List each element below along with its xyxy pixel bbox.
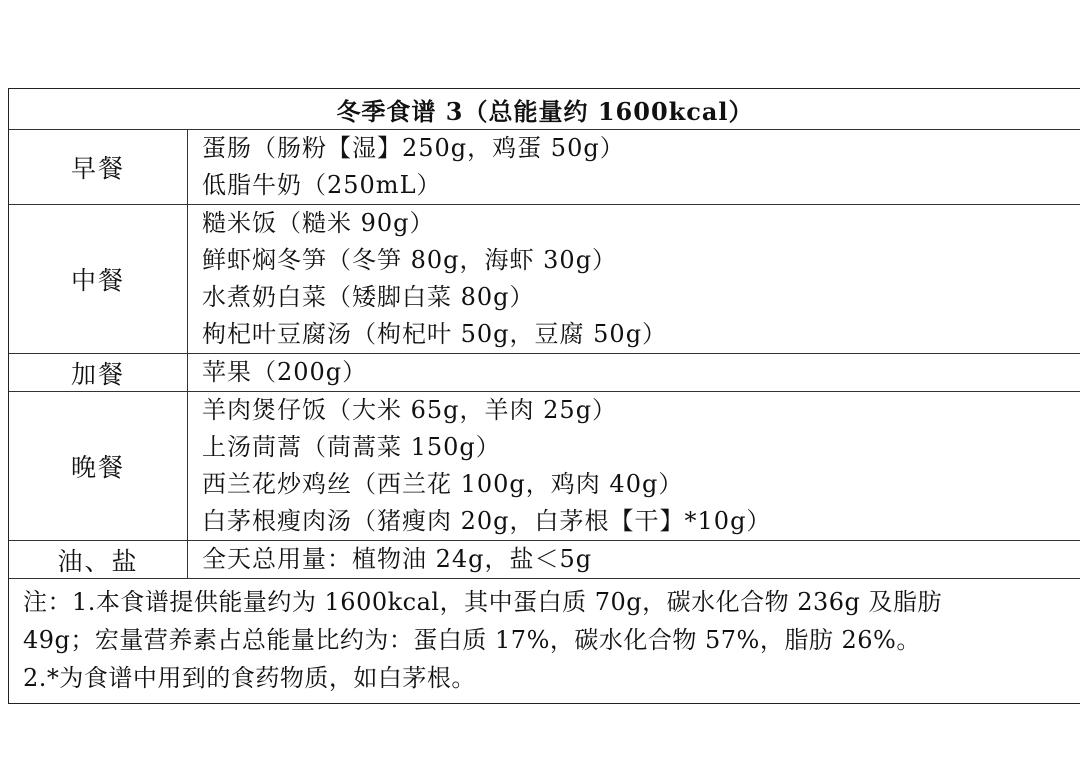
note-line: 注：1.本食谱提供能量约为 1600kcal，其中蛋白质 70g，碳水化合物 236g 及脂肪 [23,588,943,616]
dish-list [188,392,1080,540]
dish-item: 鲜虾焖冬笋（冬笋 80g，海虾 30g） [202,246,618,274]
meal-name: 中餐 [9,205,188,353]
note-line: 2.*为食谱中用到的食药物质，如白茅根。 [23,664,476,692]
dish-item: 上汤茼蒿（茼蒿菜 150g） [202,433,501,461]
meal-row-dinner [9,391,1080,540]
dish-list [188,205,1080,353]
dish-item: 蛋肠（肠粉【湿】250g，鸡蛋 50g） [202,134,625,162]
dish-item: 糙米饭（糙米 90g） [202,209,435,237]
dish-item: 苹果（200g） [202,358,368,386]
table-title: 冬季食谱 3（总能量约 1600kcal） [9,89,1080,130]
meal-row-breakfast [9,130,1080,204]
dish-item: 水煮奶白菜（矮脚白菜 80g） [202,283,535,311]
dish-list [188,130,1080,204]
meal-row-oil-salt [9,540,1080,578]
dish-item: 低脂牛奶（250mL） [202,171,442,199]
dish-item: 羊肉煲仔饭（大米 65g，羊肉 25g） [202,396,618,424]
dish-list [188,541,1080,578]
dish-item: 白茅根瘦肉汤（猪瘦肉 20g，白茅根【干】*10g） [202,507,772,535]
meal-name: 油、盐 [9,541,188,578]
table-notes [9,578,1080,703]
meal-name: 早餐 [9,130,188,204]
dish-item: 全天总用量：植物油 24g，盐＜5g [202,545,593,573]
meal-name: 晚餐 [9,392,188,540]
dish-item: 枸杞叶豆腐汤（枸杞叶 50g，豆腐 50g） [202,320,668,348]
recipe-table [8,88,1080,704]
dish-item: 西兰花炒鸡丝（西兰花 100g，鸡肉 40g） [202,470,684,498]
dish-list [188,354,1080,391]
note-line: 49g；宏量营养素占总能量比约为：蛋白质 17%，碳水化合物 57%，脂肪 26%。 [23,626,921,654]
meal-row-snack [9,353,1080,391]
meal-name: 加餐 [9,354,188,391]
meal-row-lunch [9,204,1080,353]
